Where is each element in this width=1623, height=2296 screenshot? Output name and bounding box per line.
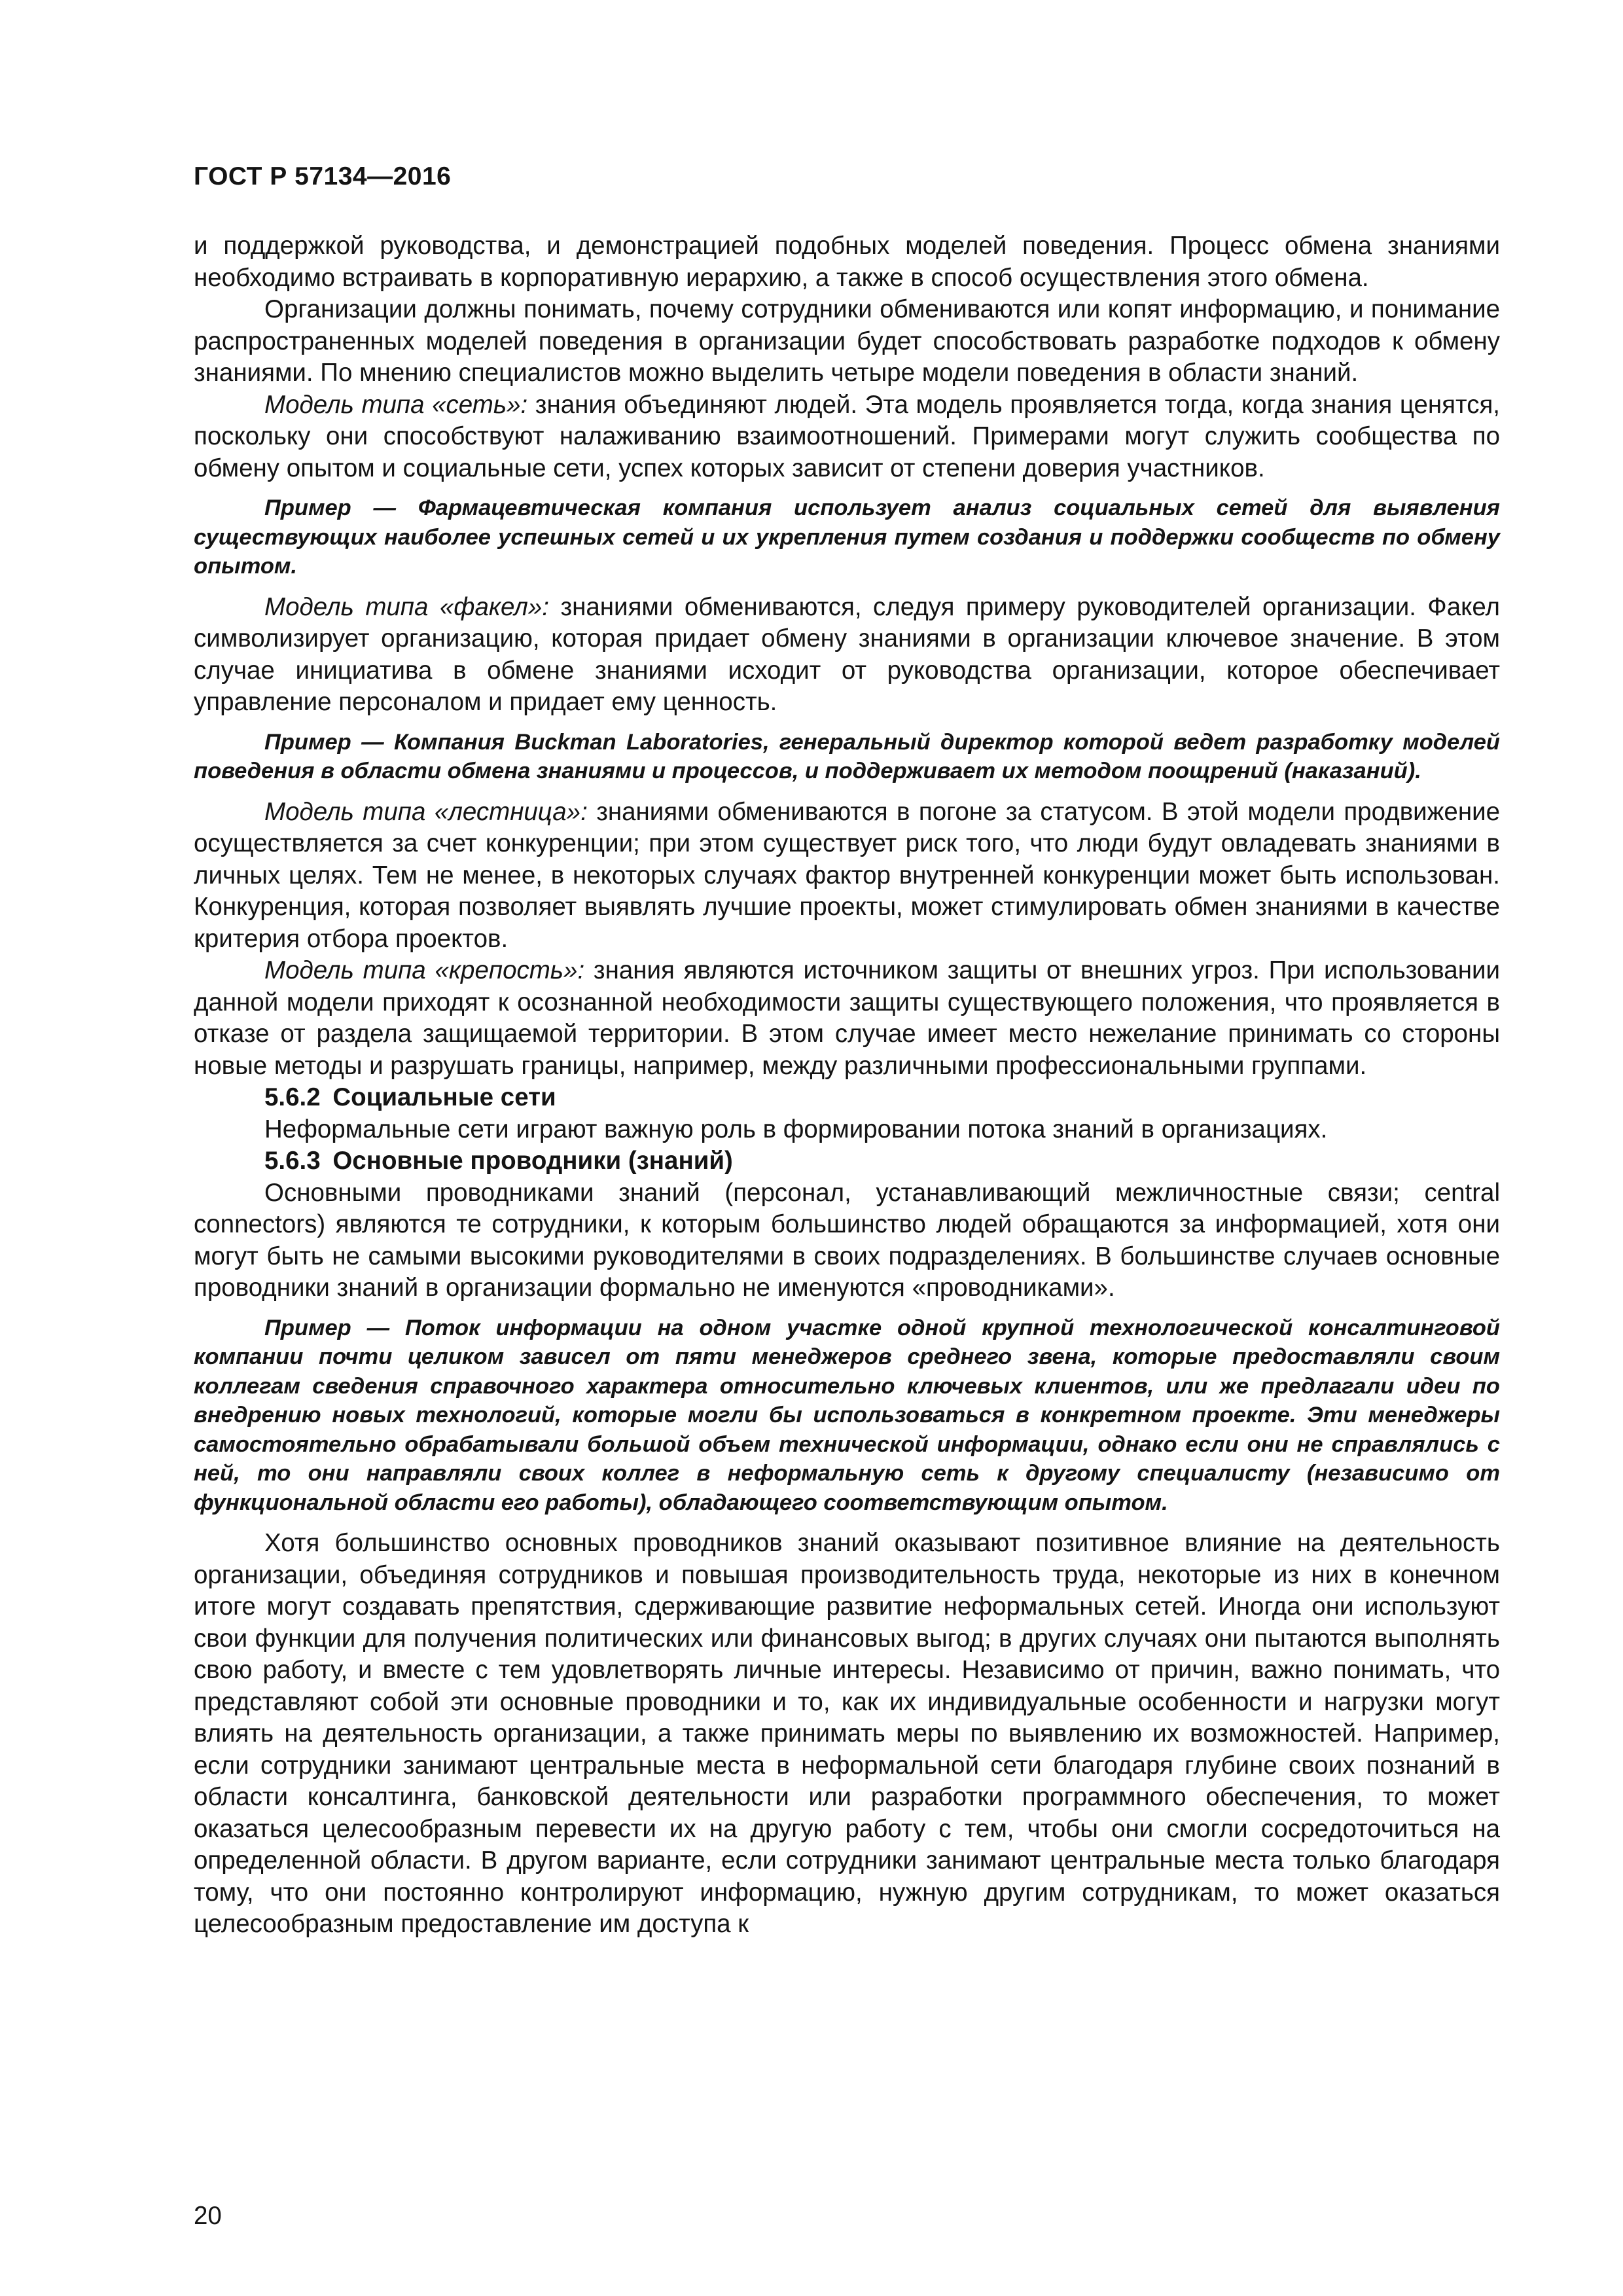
model-term: Модель типа «факел»: bbox=[264, 592, 549, 621]
section-heading-5-6-3 bbox=[194, 1145, 1500, 1177]
model-term: Модель типа «лестница»: bbox=[264, 797, 588, 826]
model-description: знаниями обмениваются, следуя примеру руководителей организации. Факел символизирует организацию, которая придает обмену знаниями в организации ключевое значение. В этом случае инициатива в обмене знаниями исходит от руководства организации, которое обеспечивает управление персоналом и придает ему ценность. bbox=[194, 592, 1500, 716]
model-term: Модель типа «крепость»: bbox=[264, 956, 585, 984]
section-title: Основные проводники (знаний) bbox=[332, 1147, 733, 1175]
section-number: 5.6.2 bbox=[264, 1083, 321, 1111]
section-number: 5.6.3 bbox=[264, 1147, 321, 1175]
model-term: Модель типа «сеть»: bbox=[264, 390, 528, 419]
paragraph-model-torch bbox=[194, 592, 1500, 719]
section-title: Социальные сети bbox=[332, 1083, 556, 1111]
paragraph-connectors-influence: Хотя большинство основных проводников знаний оказывают позитивное влияние на деятельность организации, объединяя сотрудников и повышая производительность труда, некоторые из них в конечном итоге могут создавать препятствия, сдерживающие развитие неформальных сетей. Иногда они используют свои функции для получения политических или финансовых выгод; в других случаях они пытаются выполнять свою работу, и вместе с тем удовлетворять личные интересы. Независимо от причин, важно понимать, что представляют собой эти основные проводники и то, как их индивидуальные особенности и нагрузки могут влиять на деятельность организации, а также принимать меры по выявлению их возможностей. Например, если сотрудники занимают центральные места в неформальной сети благодаря глубине своих познаний в области консалтинга, банковской деятельности или разработки программного обеспечения, то может оказаться целесообразным перевести их на другую работу с тем, чтобы они смогли сосредоточиться на определенной области. В другом варианте, если сотрудники занимают центральные места только благодаря тому, что они постоянно контролируют информацию, нужную другим сотрудникам, то может оказаться целесообразным предоставление им доступа к bbox=[194, 1529, 1500, 1938]
page-number: 20 bbox=[194, 2202, 222, 2230]
paragraph-organizations: Организации должны понимать, почему сотрудники обмениваются или копят информацию, и понимание распространенных моделей поведения в организации будет способствовать разработке подходов к обмену знаниями. По мнению специалистов можно выделить четыре модели поведения в области знаний. bbox=[194, 295, 1500, 387]
model-description: знания являются источником защиты от внешних угроз. При использовании данной модели приходят к осознанной необходимости защиты существующего положения, что проявляется в отказе от раздела защищаемой территории. В этом случае имеет место нежелание принимать со стороны новые методы и разрушать границы, например, между различными профессиональными группами. bbox=[194, 956, 1500, 1080]
paragraph-model-ladder bbox=[194, 797, 1500, 956]
example-note: Пример — Компания Buckman Laboratories, генеральный директор которой ведет разработку моделей поведения в области обмена знаниями и процессов, и поддерживает их методом поощрений (наказаний). bbox=[194, 729, 1500, 783]
document-body bbox=[194, 230, 1500, 1941]
example-note: Пример — Поток информации на одном участке одной крупной технологической консалтинговой компании почти целиком зависел от пяти менеджеров среднего звена, которые предоставляли своим коллегам сведения справочного характера относительно ключевых клиентов, или же предлагали идеи по внедрению новых технологий, которые могли бы использоваться в конкретном проекте. Эти менеджеры самостоятельно обрабатывали большой объем технической информации, однако если они не справлялись с ней, то они направляли своих коллег в неформальную сеть к другому специалисту (независимо от функциональной области его работы), обладающего соответствующим опытом. bbox=[194, 1315, 1500, 1515]
paragraph-central-connectors: Основными проводниками знаний (персонал, устанавливающий межличностные связи; central connectors) являются те сотрудники, к которым большинство людей обращаются за информацией, хотя они могут быть не самыми высокими руководителями в своих подразделениях. В большинстве случаев основные проводники знаний в организации формально не именуются «проводниками». bbox=[194, 1178, 1500, 1302]
paragraph-informal-networks: Неформальные сети играют важную роль в формировании потока знаний в организациях. bbox=[264, 1115, 1328, 1143]
paragraph-model-network bbox=[194, 389, 1500, 485]
paragraph-intro-continuation: и поддержкой руководства, и демонстрацией подобных моделей поведения. Процесс обмена знаниями необходимо встраивать в корпоративную иерархию, а также в способ осуществления этого обмена. bbox=[194, 232, 1500, 292]
document-header: ГОСТ Р 57134—2016 bbox=[194, 162, 452, 190]
model-description: знаниями обмениваются в погоне за статусом. В этой модели продвижение осуществляется за счет конкуренции; при этом существует риск того, что люди будут овладевать знаниями в личных целях. Тем не менее, в некоторых случаях фактор внутренней конкуренции может быть использован. Конкуренция, которая позволяет выявлять лучшие проекты, может стимулировать обмен знаниями в качестве критерия отбора проектов. bbox=[194, 797, 1500, 953]
paragraph-model-fortress bbox=[194, 955, 1500, 1082]
example-note: Пример — Фармацевтическая компания использует анализ социальных сетей для выявления существующих наиболее успешных сетей и их укрепления путем создания и поддержки сообществ по обмену опытом. bbox=[194, 495, 1500, 579]
section-heading-5-6-2 bbox=[194, 1082, 1500, 1114]
model-description: знания объединяют людей. Эта модель проявляется тогда, когда знания ценятся, поскольку они способствуют налаживанию взаимоотношений. Примерами могут служить сообщества по обмену опытом и социальные сети, успех которых зависит от степени доверия участников. bbox=[194, 390, 1500, 482]
